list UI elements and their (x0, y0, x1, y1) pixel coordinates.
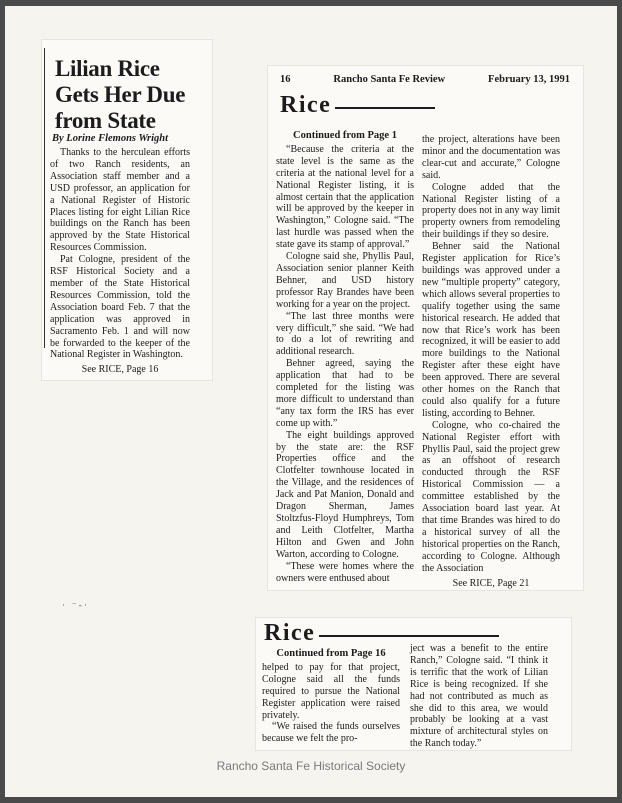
paragraph: “These were homes where the owners were enthused about (276, 560, 414, 584)
paragraph: The eight buildings approved by the state are: the RSF Properties office and the Clotfelter townhouse located in the Village, and the residences of Jack and Pat Manion, Donald and Dragon Sherman, James Stoltzfus-Floyd Humphreys, Tom and Leith Clotfelter, Martha Hilton and Gwen and John Warton, according to Cologne. (276, 429, 414, 560)
continuation-column-2 (410, 643, 548, 750)
byline: By Lorine Flemons Wright (52, 133, 169, 144)
sidebar-rule (44, 48, 45, 348)
paragraph: Pat Cologne, president of the RSF Historical Society and a member of the State Historical Resources Commission, told the Association board Feb. 7 that the application was approved in Sacramento Feb. 1 and will now be forwarded to the keeper of the National Register in Washington. (50, 254, 190, 361)
sidebar-body (50, 147, 190, 376)
continued-line: Continued from Page 16 (276, 648, 386, 659)
title-rule (335, 107, 435, 109)
publication-name: Rancho Santa Fe Review (333, 74, 446, 85)
headline-line: Gets Her Due (55, 82, 186, 107)
paragraph: Behner said the National Register application for Rice’s buildings was approved under a new “multiple property” category, which allows several properties to qualify together using the same historical research. He added that now that Rice’s work has been recognized, it will be easier to add more buildings to the National Register after these eight have been approved. There are several other homes on the Ranch that could also qualify for a future listing, according to Behner. (422, 241, 560, 419)
masthead (280, 74, 570, 85)
title-text: Rice (280, 92, 332, 118)
archive-credit: Rancho Santa Fe Historical Society (216, 759, 406, 773)
headline-line: from State (55, 108, 156, 133)
scan-marks: · ⁻ ‐ · (62, 600, 87, 610)
issue-date: February 13, 1991 (488, 74, 570, 85)
title-text: Rice (264, 620, 316, 646)
headline-line: Lilian Rice (55, 56, 160, 81)
paragraph: Behner agreed, saying the application that had to be completed for the listing was more difficult to understand than “any tax form the IRS has ever come up with.” (276, 358, 414, 429)
sidebar-headline (55, 56, 205, 134)
paragraph: Cologne, who co-chaired the National Register effort with Phyllis Paul, said the project grew as an offshoot of research conducted through the RSF Historical Commission — a committee established by the Association board last year. At that time Brandes was hired to do a historical survey of all the historical properties on the Ranch, according to Cologne. Although the Association (422, 419, 560, 574)
article-column-2 (422, 134, 560, 589)
continuation-column-1 (262, 648, 400, 745)
paragraph: ject was a benefit to the entire Ranch,” Cologne said. “I think it is terrific that the work of Lilian Rice is being recognized. If she had not contributed as much as she did to this area, we would probably be looking at a vast mixture of architectural styles on the Ranch today.” (410, 643, 548, 750)
paragraph: helped to pay for that project, Cologne said all the funds required to pursue the National Register application were raised privately. (262, 661, 400, 721)
paragraph: Cologne added that the National Register listing of a property does not in any way limit property owners from remodeling their buildings if they so desire. (422, 181, 560, 241)
article-column-1 (276, 130, 414, 584)
jump-line: See RICE, Page 21 (452, 577, 530, 589)
page-number: 16 (280, 74, 291, 85)
jump-line: See RICE, Page 16 (81, 364, 159, 376)
paragraph: “We raised the funds ourselves because we felt the pro- (262, 721, 400, 745)
continued-line: Continued from Page 1 (293, 130, 397, 141)
paragraph: the project, alterations have been minor and the documentation was clear-cut and accurate,” Cologne said. (422, 134, 560, 181)
title-rule (319, 635, 499, 637)
paragraph: “Because the criteria at the state level is the same as the criteria at the national level for a National Register listing, it is almost certain that the application will be approved by the keeper in Washington,” Cologne said. “The last hurdle was passed when the state gave its stamp of approval.” (276, 143, 414, 251)
paragraph: Cologne said she, Phyllis Paul, Association senior planner Keith Behner, and USD history professor Ray Brandes have been working for a year on the project. (276, 251, 414, 310)
paragraph: “The last three months were very difficult,” she said. “We had to do a lot of rewriting and additional research. (276, 310, 414, 358)
paragraph: Thanks to the herculean efforts of two Ranch residents, an Association staff member and a USD professor, an application for a National Register of Historic Places listing for eight Lilian Rice buildings on the Ranch has been approved by the State Historical Resources Commission. (50, 147, 190, 254)
article-title (280, 92, 435, 119)
